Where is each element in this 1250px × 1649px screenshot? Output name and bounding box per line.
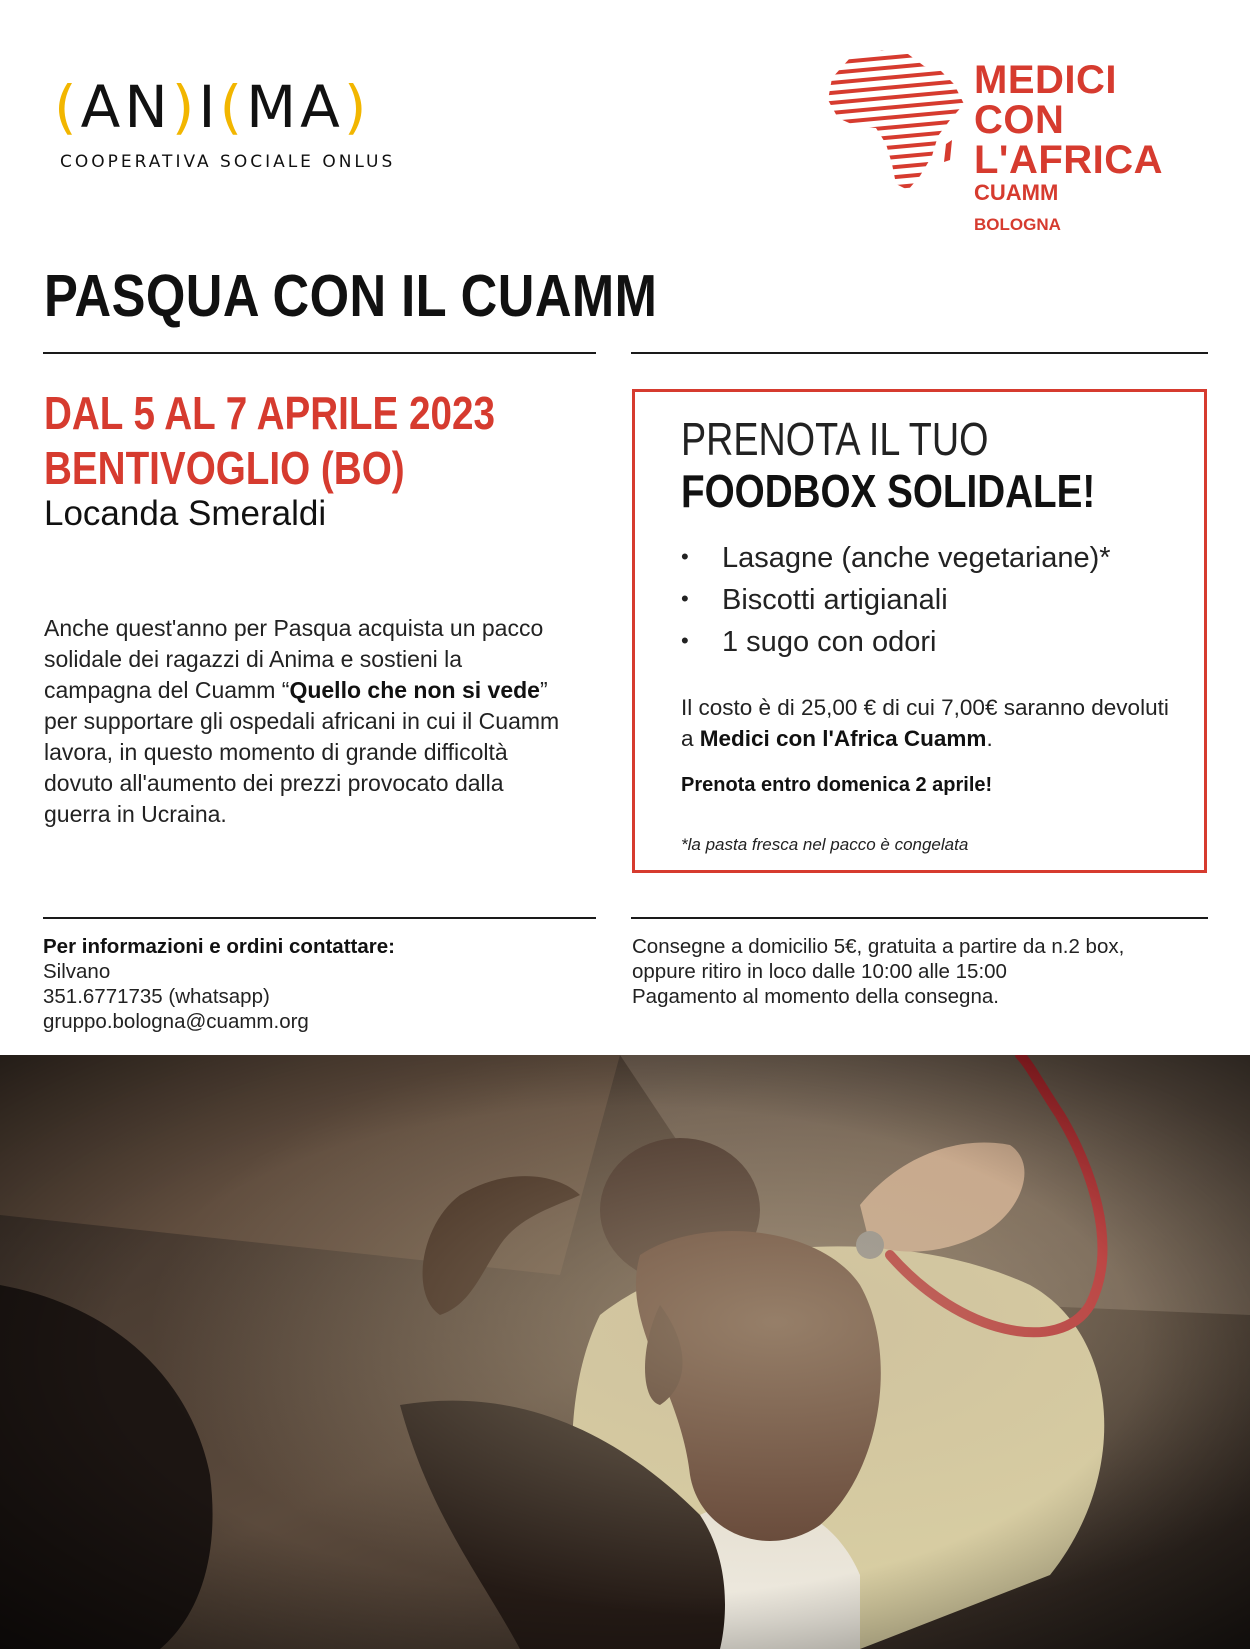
- divider: [631, 917, 1208, 919]
- bullet-icon: •: [681, 586, 689, 611]
- foodbox-panel: [632, 389, 1207, 873]
- description-text-end: ” per supportare gli ospedali africani in cui il Cuamm lavora, in questo momento di grande difficoltà dovuto all'aumento dei prezzi provocato dalla guerra in Ucraina.: [44, 677, 560, 827]
- anima-logo: [54, 72, 414, 182]
- contact-phone[interactable]: 351.6771735 (whatsapp): [43, 985, 270, 1008]
- cuamm-logo-line2: CON L'AFRICA: [974, 98, 1164, 182]
- description-text: Anche quest'anno per Pasqua acquista un pacco solidale dei ragazzi di Anima e sostieni la campagna del Cuamm “: [44, 615, 544, 703]
- hero-photo: [0, 1055, 1250, 1649]
- cost-recipient: Medici con l'Africa Cuamm: [699, 726, 987, 751]
- event-date: DAL 5 AL 7 APRILE 2023: [44, 387, 495, 439]
- delivery-info: [632, 934, 1124, 1009]
- cost-text: Il costo è di 25,00 € di cui 7,00€ saranno devoluti a: [681, 695, 1169, 751]
- campaign-name: Quello che non si vede: [289, 677, 540, 703]
- booking-deadline: Prenota entro domenica 2 aprile!: [681, 774, 993, 796]
- foodbox-item-list: [681, 538, 1111, 664]
- list-item: [681, 538, 1111, 580]
- event-place: BENTIVOGLIO (BO): [44, 442, 405, 494]
- anima-logo-subtitle: COOPERATIVA SOCIALE ONLUS: [60, 152, 396, 172]
- list-item-label: Biscotti artigianali: [722, 584, 948, 616]
- delivery-line: oppure ritiro in loco dalle 10:00 alle 15:00: [632, 960, 1007, 983]
- list-item-label: 1 sugo con odori: [722, 626, 937, 658]
- list-item: [681, 580, 1111, 622]
- delivery-line: Pagamento al momento della consegna.: [632, 985, 999, 1008]
- footnote: *la pasta fresca nel pacco è congelata: [681, 835, 969, 854]
- description-paragraph: [44, 613, 564, 830]
- foodbox-title-line1: PRENOTA IL TUO: [681, 413, 989, 465]
- contact-label: Per informazioni e ordini contattare:: [43, 935, 395, 958]
- bullet-icon: •: [681, 544, 689, 569]
- bullet-icon: •: [681, 628, 689, 653]
- foodbox-title-line2: FOODBOX SOLIDALE!: [681, 465, 1096, 517]
- contact-email[interactable]: gruppo.bologna@cuamm.org: [43, 1010, 309, 1033]
- delivery-line: Consegne a domicilio 5€, gratuita a partire da n.2 box,: [632, 935, 1125, 958]
- africa-map-icon: [820, 44, 972, 196]
- page-title: PASQUA CON IL CUAMM: [44, 263, 658, 329]
- contact-info: [43, 934, 395, 1034]
- newborn-checkup-photo: [0, 1055, 1250, 1649]
- cuamm-logo-text: [974, 60, 1220, 233]
- cuamm-logo: [820, 44, 1220, 234]
- foodbox-cost: [681, 692, 1181, 754]
- cuamm-logo-line1: MEDICI: [974, 58, 1117, 102]
- divider: [43, 352, 596, 354]
- event-venue: Locanda Smeraldi: [44, 494, 327, 533]
- cuamm-logo-line3: CUAMM: [974, 180, 1059, 205]
- list-item-label: Lasagne (anche vegetariane)*: [722, 542, 1111, 574]
- cuamm-logo-city: BOLOGNA: [974, 215, 1061, 234]
- contact-name: Silvano: [43, 960, 111, 983]
- cost-end: .: [986, 726, 993, 751]
- anima-logo-wordmark: (AN)I(MA): [54, 73, 371, 141]
- divider: [631, 352, 1208, 354]
- list-item: [681, 622, 1111, 664]
- divider: [43, 917, 596, 919]
